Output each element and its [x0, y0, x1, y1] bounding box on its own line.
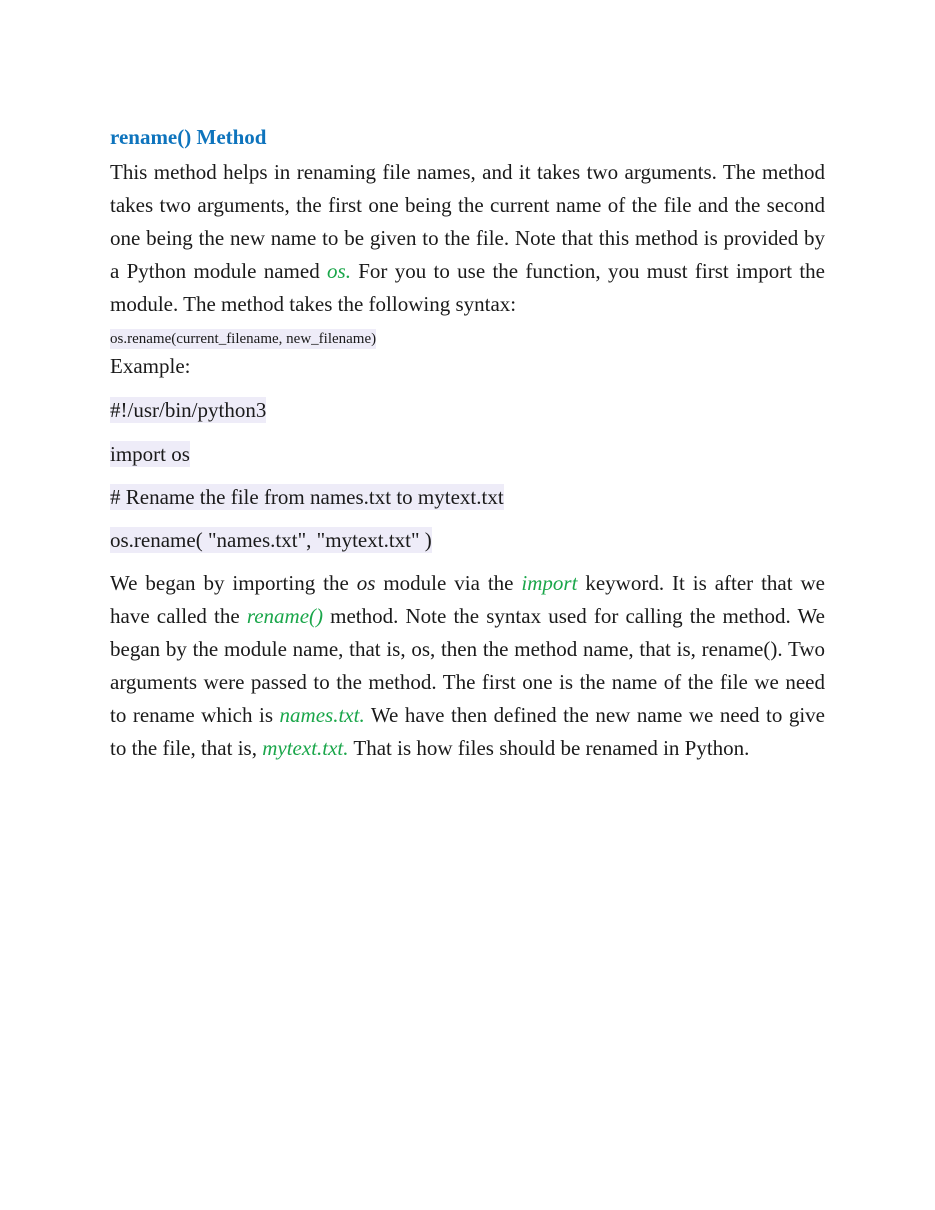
code-line-comment: # Rename the file from names.txt to mytext.txt	[110, 485, 504, 509]
import-keyword-term: import	[521, 571, 578, 595]
intro-text-1: This method helps in renaming file names, and it takes two arguments. The method takes two arguments, the first one being the current name of the file and the second one being the new name to be given to the file. Note that this method is provided by a Python module named	[110, 160, 825, 283]
explanation-text-6: That is how files should be renamed in Python.	[348, 736, 750, 760]
code-line-shebang: #!/usr/bin/python3	[110, 398, 267, 422]
explanation-paragraph	[110, 567, 825, 765]
rename-method-term: rename()	[246, 604, 324, 628]
mytext-txt-term: mytext.txt.	[262, 736, 349, 760]
code-line-import: import os	[110, 442, 190, 466]
os-module-term: os.	[327, 259, 351, 283]
os-italic-term: os	[356, 571, 376, 595]
explanation-text-3: keyword. It is after that we have called the	[110, 571, 825, 628]
explanation-text-5: We have then defined the new name we need to give to the file, that is,	[110, 703, 826, 760]
explanation-text-4: method. Note the syntax used for calling the method. We began by the module name, that is, os, then the method name, that is, rename(). Two arguments were passed to the method. The first one is the name of the file we need to rename which is	[110, 604, 825, 727]
code-line-rename-call: os.rename( "names.txt", "mytext.txt" )	[110, 528, 432, 552]
example-label: Example:	[110, 354, 191, 378]
intro-paragraph	[110, 156, 825, 321]
intro-text-2: For you to use the function, you must first import the module. The method takes the following syntax:	[110, 259, 825, 316]
syntax-code: os.rename(current_filename, new_filename)	[110, 331, 377, 347]
section-heading: rename() Method	[110, 125, 267, 149]
explanation-text-1: We began by importing the	[110, 571, 357, 595]
explanation-text-2: module via the	[375, 571, 522, 595]
names-txt-term: names.txt.	[279, 703, 365, 727]
